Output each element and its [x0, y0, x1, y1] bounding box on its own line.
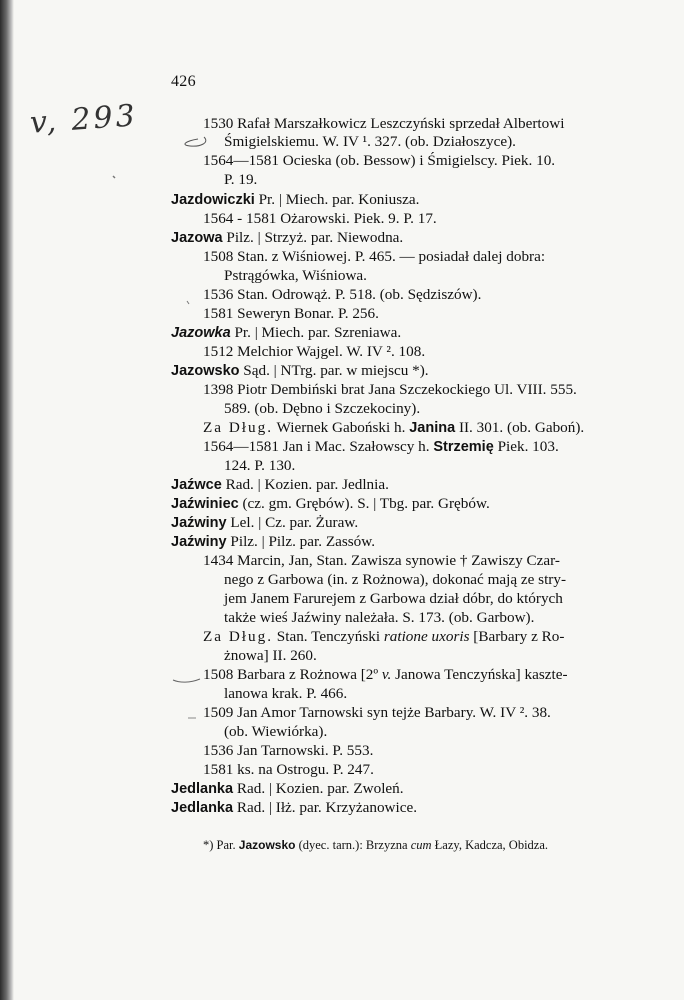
entry-details: Sąd. | NTrg. par. w miejscu *).: [239, 362, 429, 379]
entry-details: Rad. | Kozien. par. Jedlnia.: [221, 476, 389, 493]
text-line: 1581 Seweryn Bonar. P. 256.: [203, 305, 379, 322]
text-line: 1512 Melchior Wajgel. W. IV ². 108.: [203, 343, 426, 360]
text-line: jem Janem Farurejem z Garbowa dział dóbr, do których: [224, 590, 563, 607]
entry-line: [171, 475, 389, 495]
entry-details: Pilz. | Pilz. par. Zassów.: [226, 533, 376, 550]
text-span: 1508 Barbara z Rożnowa [2º: [203, 666, 382, 683]
coat-of-arms: Strzemię: [433, 439, 494, 455]
text-span: 1564—1581 Jan i Mac. Szałowscy h.: [203, 438, 434, 455]
coat-of-arms: Janina: [409, 420, 456, 436]
entry-details: (cz. gm. Grębów). S. | Tbg. par. Grębów.: [238, 495, 490, 512]
text-line: 124. P. 130.: [224, 457, 296, 474]
entry-line: [171, 323, 401, 343]
text-line: 1536 Stan. Odrowąż. P. 518. (ob. Sędziszów).: [203, 286, 482, 303]
entry-heading: Jaźwiny: [171, 534, 227, 550]
text-line: [203, 627, 564, 646]
text-line: także wieś Jaźwiny należała. S. 173. (ob. Garbow).: [224, 609, 535, 626]
entry-heading: Jedlanka: [171, 800, 234, 816]
entry-line: [171, 494, 490, 514]
entry-heading: Jazowsko: [171, 363, 240, 379]
text-line: 1509 Jan Amor Tarnowski syn tejże Barbary. W. IV ². 38.: [203, 704, 551, 721]
entry-heading: Jaźwiny: [171, 515, 227, 531]
entry-details: Rad. | Kozien. par. Zwoleń.: [233, 780, 404, 797]
entry-details: Lel. | Cz. par. Żuraw.: [226, 514, 359, 531]
text-line: [203, 418, 584, 438]
entry-details: Rad. | Iłż. par. Krzyżanowice.: [233, 799, 418, 816]
text-span: [Barbary z Ro-: [469, 628, 565, 645]
page-number: 426: [171, 73, 196, 90]
entry-details: Pr. | Miech. par. Szreniawa.: [230, 324, 402, 341]
entry-line: [171, 361, 429, 381]
text-line: 1536 Jan Tarnowski. P. 553.: [203, 742, 374, 759]
text-span: cum: [410, 838, 432, 852]
text-span: II. 301. (ob. Gaboń).: [455, 419, 585, 436]
entry-heading: Jaźwiniec: [171, 496, 239, 512]
text-line: Pstrągówka, Wiśniowa.: [224, 267, 367, 284]
text-line: Śmigielskiemu. W. IV ¹. 327. (ob. Działoszyce).: [224, 133, 516, 150]
text-span: Janowa Tenczyńska] kaszte-: [391, 666, 568, 683]
text-line: 1398 Piotr Dembiński brat Jana Szczekockiego Ul. VIII. 555.: [203, 381, 577, 398]
text-line: 1508 Stan. z Wiśniowej. P. 465. — posiadał dalej dobra:: [203, 248, 546, 265]
entry-heading: Jazdowiczki: [171, 192, 255, 208]
text-line: 1564—1581 Ocieska (ob. Bessow) i Śmigielscy. Piek. 10.: [203, 152, 556, 169]
text-span: Jazowsko: [238, 838, 296, 852]
footnote: [203, 838, 548, 853]
text-line: 1434 Marcin, Jan, Stan. Zawisza synowie † Zawiszy Czar-: [203, 552, 560, 569]
text-line: P. 19.: [224, 171, 258, 188]
entry-details: Pr. | Miech. par. Koniusza.: [254, 191, 420, 208]
entry-heading: Jazowa: [171, 230, 223, 246]
text-span: Łazy, Kadcza, Obidza.: [431, 838, 549, 852]
text-line: 1530 Rafał Marszałkowicz Leszczyński sprzedał Albertowi: [203, 115, 565, 132]
text-span: v.: [381, 666, 392, 683]
text-line: 589. (ob. Dębno i Szczekociny).: [224, 400, 421, 417]
entry-line: [171, 779, 404, 799]
latin-phrase: ratione uxoris: [383, 628, 470, 645]
text-span: (dyec. tarn.): Brzyzna: [295, 838, 411, 852]
text-line: 1564 - 1581 Ożarowski. Piek. 9. P. 17.: [203, 210, 437, 227]
entry-line: [171, 532, 375, 552]
text-line: nego z Garbowa (in. z Rożnowa), dokonać mają ze stry-: [224, 571, 567, 588]
text-span: Stan. Tenczyński: [273, 628, 384, 645]
handwritten-margin-note: v, 293: [28, 98, 139, 141]
entry-line: [171, 190, 419, 210]
entry-heading: Jazowka: [171, 325, 231, 341]
entry-heading: Jaźwce: [171, 477, 222, 493]
text-span: *) Par.: [203, 838, 239, 852]
source-abbrev: Za Dług.: [203, 419, 273, 436]
text-line: 1581 ks. na Ostrogu. P. 247.: [203, 761, 374, 778]
entry-details: Pilz. | Strzyż. par. Niewodna.: [222, 229, 404, 246]
text-line: [203, 437, 559, 457]
entry-heading: Jedlanka: [171, 781, 234, 797]
entry-line: [171, 798, 417, 818]
text-line: żnowa] II. 260.: [224, 647, 317, 664]
source-abbrev: Za Dług.: [203, 628, 273, 645]
text-span: Piek. 103.: [493, 438, 559, 455]
text-line: (ob. Wiewiórka).: [224, 723, 328, 740]
text-line: [203, 665, 568, 684]
text-span: Wiernek Gaboński h.: [273, 419, 410, 436]
text-line: lanowa krak. P. 466.: [224, 685, 348, 702]
entry-line: [171, 228, 403, 248]
entry-line: [171, 513, 358, 533]
